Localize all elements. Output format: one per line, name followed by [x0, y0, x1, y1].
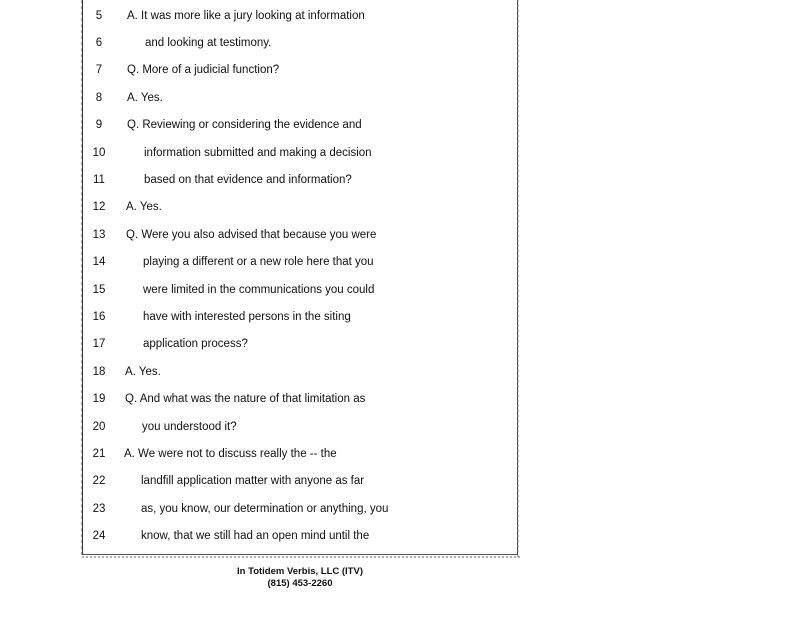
line-number: 11: [93, 174, 105, 186]
transcript-line: [83, 308, 517, 326]
transcript-page: [82, 0, 518, 555]
line-number: 17: [92, 338, 106, 350]
line-number: 9: [95, 119, 103, 131]
line-text: A. Yes.: [126, 201, 162, 213]
line-number: 23: [92, 503, 106, 515]
line-text: A. It was more like a jury looking at information: [127, 10, 365, 22]
transcript-line: [83, 226, 517, 244]
transcript-line: [83, 116, 517, 134]
line-number: 12: [92, 201, 106, 213]
footer-company: In Totidem Verbis, LLC (ITV): [237, 566, 363, 577]
line-number: 7: [95, 64, 103, 76]
transcript-line: [83, 61, 517, 79]
footer-phone: (815) 453-2260: [267, 578, 333, 589]
line-number: 13: [92, 229, 106, 241]
transcript-line: [83, 7, 517, 25]
line-number: 19: [92, 393, 106, 405]
transcript-line: [83, 445, 517, 463]
line-text: based on that evidence and information?: [144, 174, 352, 186]
transcript-line: [83, 34, 517, 52]
line-text: A. Yes.: [125, 366, 161, 378]
line-number: 16: [92, 311, 106, 323]
transcript-line: [83, 500, 517, 518]
line-text: A. We were not to discuss really the -- the: [124, 448, 337, 460]
page-edge-right: [517, 0, 519, 558]
line-number: 15: [92, 284, 106, 296]
line-text: playing a different or a new role here that you: [143, 256, 374, 268]
line-text: know, that we still had an open mind until the: [141, 530, 370, 542]
transcript-line: [83, 253, 517, 271]
line-number: 6: [95, 37, 103, 49]
line-number: 5: [95, 10, 103, 22]
transcript-line: [83, 335, 517, 353]
transcript-line: [83, 171, 517, 189]
line-text: application process?: [143, 338, 248, 350]
page-edge-left: [81, 0, 82, 556]
line-text: Q. And what was the nature of that limitation as: [125, 393, 366, 405]
line-text: Q. Were you also advised that because you were: [126, 229, 377, 241]
line-text: A. Yes.: [127, 92, 163, 104]
transcript-line: [83, 472, 517, 490]
transcript-line: [83, 281, 517, 299]
transcript-line: [83, 418, 517, 436]
line-text: and looking at testimony.: [145, 37, 272, 49]
page-edge-bottom: [82, 556, 520, 558]
line-text: have with interested persons in the siting: [143, 311, 351, 323]
transcript-line: [83, 144, 517, 162]
line-number: 18: [92, 366, 106, 378]
line-text: landfill application matter with anyone as far: [141, 475, 365, 487]
line-text: Q. Reviewing or considering the evidence and: [127, 119, 362, 131]
line-number: 21: [92, 448, 106, 460]
line-text: as, you know, our determination or anything, you: [141, 503, 389, 515]
line-number: 10: [92, 147, 106, 159]
line-text: you understood it?: [142, 421, 237, 433]
transcript-line: [83, 390, 517, 408]
line-text: were limited in the communications you could: [143, 284, 375, 296]
line-number: 20: [92, 421, 106, 433]
transcript-line: [83, 527, 517, 545]
transcript-line: [83, 89, 517, 107]
line-number: 8: [95, 92, 103, 104]
line-number: 22: [92, 475, 106, 487]
line-number: 24: [92, 530, 106, 542]
transcript-line: [83, 363, 517, 381]
line-number: 14: [92, 256, 106, 268]
line-text: Q. More of a judicial function?: [127, 64, 280, 76]
line-text: information submitted and making a decision: [144, 147, 372, 159]
transcript-line: [83, 198, 517, 216]
